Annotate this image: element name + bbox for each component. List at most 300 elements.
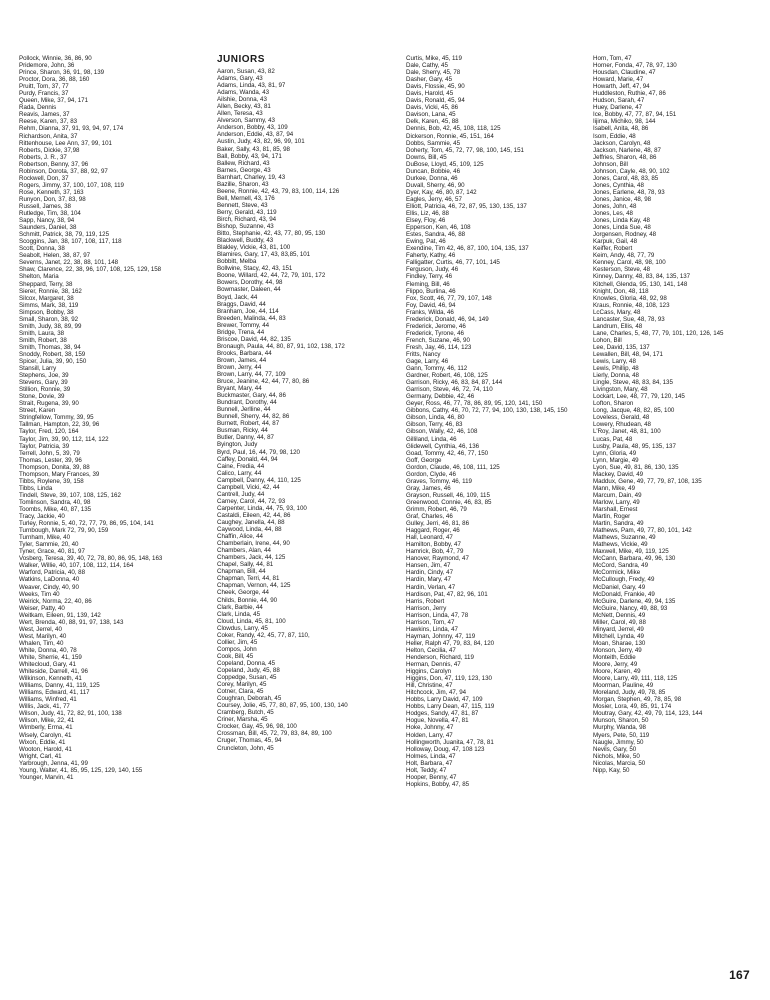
- index-entry: Compos, John: [217, 645, 257, 653]
- index-entry: Nicolas, Marcia, 50: [593, 759, 646, 767]
- index-entry: Kenney, Carol, 48, 98, 100: [593, 259, 666, 267]
- index-entry: Collier, Jim, 45: [217, 638, 258, 646]
- index-entry: Scott, Donna, 38: [19, 245, 65, 253]
- index-entry: Childs, Bonnie, 44, 90: [217, 596, 278, 604]
- index-entry: Tracy, Jackie, 40: [19, 513, 65, 521]
- index-entry: Crossman, Bill, 45, 72, 79, 83, 84, 89, 100: [217, 730, 332, 738]
- index-entry: Rose, Kenneth, 37, 163: [19, 188, 84, 196]
- index-entry: Buckmaster, Gary, 44, 86: [217, 392, 286, 400]
- index-entry: Crocker, Gay, 45, 96, 98, 100: [217, 723, 297, 731]
- index-entry: Byington, Judy: [217, 441, 258, 449]
- index-entry: Munson, Sharon, 50: [593, 717, 649, 725]
- index-entry: Howard, Marie, 47: [593, 76, 644, 84]
- index-entry: Carney, Carol, 44, 72, 93: [217, 497, 286, 505]
- index-entry: Shelton, Maria: [19, 273, 59, 281]
- index-entry: Silcox, Margaret, 38: [19, 294, 74, 302]
- index-entry: Reese, Karen, 37, 83: [19, 118, 78, 126]
- index-entry: Jones, Janice, 48, 98: [593, 195, 652, 203]
- index-entry: Walker, Willie, 40, 107, 108, 112, 114, 164: [19, 562, 134, 570]
- index-entry: Nichols, Mike, 50: [593, 752, 640, 760]
- index-entry: Heller, Ralph 47, 79, 83, 84, 120: [406, 639, 495, 647]
- index-entry: Allen, Teresa, 43: [217, 110, 263, 118]
- index-entry: Huddleston, Ruthie, 47, 86: [593, 90, 666, 98]
- index-entry: Frederick, Donald, 46, 94, 149: [406, 315, 489, 323]
- index-entry: Alverson, Sammy, 43: [217, 117, 275, 125]
- index-entry: Weitkam, Eileen, 91, 139, 142: [19, 611, 101, 619]
- index-entry: Gibson, Wally, 42, 46, 108: [406, 428, 478, 436]
- index-entry: Turnbough, Mark 72, 79, 90, 159: [19, 527, 109, 535]
- index-entry: Bruce, Jeanine, 42, 44, 77, 80, 86: [217, 378, 310, 386]
- index-entry: Henderson, Richard, 119: [406, 653, 474, 661]
- index-entry: Hardison, Pat, 47, 82, 96, 101: [406, 590, 488, 598]
- index-entry: Dennis, Bob, 42, 45, 108, 118, 125: [406, 125, 501, 133]
- index-entry: Grimm, Robert, 46, 79: [406, 506, 467, 513]
- index-entry: Wilkinson, Kenneth, 41: [19, 675, 82, 683]
- index-entry: Hardin, Cindy, 47: [406, 569, 454, 577]
- index-entry: LcCass, Mary, 48: [593, 308, 641, 316]
- index-entry: DuBose, Lloyd, 45, 109, 125: [406, 160, 484, 168]
- index-entry: Jackson, Narlene, 48, 87: [593, 146, 661, 154]
- index-entry: Franks, Wilda, 46: [406, 308, 454, 316]
- index-entry: Gilliland, Linda, 46: [406, 435, 457, 443]
- index-entry: Keiffer, Robert: [593, 245, 633, 253]
- index-entry: Breeden, Malinda, 44, 83: [217, 314, 286, 322]
- index-entry: Chambers, Alan, 44: [217, 547, 271, 555]
- index-entry: Lynn, Margie, 49: [593, 456, 639, 464]
- index-entry: Livingston, Mary, 48: [593, 386, 648, 394]
- index-entry: Scoggins, Jan, 38, 107, 108, 117, 118: [19, 238, 122, 246]
- index-entry: Greenwood, Connie, 46, 83, 85: [406, 498, 492, 506]
- index-entry: Johnson, Bill: [593, 160, 628, 168]
- index-entry: Helton, Cecilia, 47: [406, 646, 456, 654]
- index-entry: Hardin, Verlan, 47: [406, 583, 456, 591]
- index-entry: Stillion, Ronnie, 39: [19, 386, 71, 394]
- index-entry: Russell, James, 38: [19, 202, 71, 210]
- index-entry: Frederick, Jerome, 46: [406, 322, 466, 330]
- index-entry: Simpson, Bobby, 38: [19, 308, 74, 316]
- index-entry: Weaver, Cindy, 40, 90: [19, 583, 79, 591]
- index-entry: Hansen, Jim, 47: [406, 562, 451, 570]
- index-entry: Barnhart, Charley, 19, 43: [217, 173, 286, 181]
- index-entry: Lofton, Sharon: [593, 400, 634, 408]
- index-entry: Aaron, Susan, 43, 82: [217, 68, 275, 75]
- index-entry: Sierer, Ronnie, 38, 162: [19, 287, 82, 295]
- index-entry: Gage, Larry, 46: [406, 358, 449, 366]
- index-entry: Clark, Linda, 45: [217, 610, 261, 618]
- index-entry: Brooks, Barbara, 44: [217, 349, 272, 357]
- index-entry: Haggard, Roger, 46: [406, 527, 460, 535]
- index-entry: Monson, Jerry, 49: [593, 646, 642, 654]
- index-entry: Lewallen, Bill, 48, 94, 171: [593, 350, 663, 358]
- index-entry: Chamberlain, Irene, 44, 90: [217, 540, 290, 548]
- index-entry: Housdan, Claudine, 47: [593, 69, 656, 77]
- index-entry: Rogers, Jimmy, 37, 100, 107, 108, 119: [19, 181, 124, 189]
- index-entry: Cook, Bill, 45: [217, 652, 254, 660]
- index-entry: Strait, Rugena, 39, 90: [19, 400, 79, 408]
- index-entry: Pridemore, John, 36: [19, 62, 75, 70]
- index-entry: Mackey, David, 49: [593, 470, 644, 478]
- index-entry: Hamrick, Bob, 47, 79: [406, 548, 464, 556]
- index-entry: Young, Walter, 41, 85, 95, 125, 129, 140, 155: [19, 766, 143, 774]
- index-entry: Hodges, Sandy, 47, 81, 87: [406, 710, 479, 718]
- index-entry: Flippo, Burlina, 46: [406, 287, 456, 295]
- index-entry: Kinney, Danny, 48, 83, 84, 135, 137: [593, 273, 691, 281]
- index-entry: Marcum, Dain, 49: [593, 491, 642, 499]
- index-entry: Fresh, Jay, 46, 114, 123: [406, 343, 472, 351]
- index-entry: Willis, Jack, 41, 77: [19, 703, 70, 711]
- index-entry: Small, Sharon, 38, 92: [19, 315, 79, 323]
- index-entry: Downs, Bill, 45: [406, 153, 447, 161]
- index-entry: Johnson, Cayle, 48, 90, 102: [593, 167, 670, 175]
- index-entry: Holt, Barbara, 47: [406, 759, 453, 767]
- index-entry: Bobbitt, Melba: [217, 258, 257, 266]
- index-entry: Reavis, James, 37: [19, 111, 70, 119]
- index-entry: Thompson, Mary Frances, 39: [19, 470, 100, 478]
- index-entry: Wimberly, Erma, 41: [19, 724, 73, 732]
- index-entry: Myers, Pete, 50, 119: [593, 731, 650, 739]
- index-entry: Davis, Harold, 45: [406, 90, 454, 98]
- index-entry: Stevens, Gary, 39: [19, 379, 68, 387]
- index-entry: Pruitt, Tom, 37, 77: [19, 83, 69, 91]
- index-entry: Foy, David, 46, 94: [406, 301, 456, 309]
- index-entry: Goff, George: [406, 456, 442, 464]
- index-entry: Whiteside, Darrell, 41, 96: [19, 668, 88, 676]
- index-entry: Whitecloud, Gary, 41: [19, 661, 76, 669]
- index-entry: Gray, James, 46: [406, 484, 451, 492]
- index-entry: Burnett, Robert, 44, 87: [217, 420, 280, 428]
- index-entry: Simms, Mark, 38, 119: [19, 301, 79, 309]
- index-entry: Harrison, Tom, 47: [406, 618, 455, 626]
- index-entry: Cheek, George, 44: [217, 589, 269, 597]
- index-entry: Smith, Laura, 38: [19, 329, 65, 337]
- index-entry: Stansill, Larry: [19, 365, 57, 373]
- index-entry: Rada, Dennis: [19, 104, 57, 112]
- index-entry: Boone, Willard, 42, 44, 72, 79, 101, 172: [217, 272, 326, 280]
- index-entry: Sapp, Nancy, 38, 94: [19, 217, 75, 225]
- index-entry: Bennett, Steve, 43: [217, 201, 268, 209]
- index-entry: Smith, Judy, 38, 89, 99: [19, 322, 82, 330]
- index-entry: L'Roy, Janet, 48, 81, 100: [593, 428, 661, 436]
- index-entry: Higgins, Don, 47, 119, 123, 130: [406, 675, 492, 683]
- index-entry: Marlow, Larry, 49: [593, 498, 640, 506]
- index-entry: Durkee, Donna, 46: [406, 174, 458, 182]
- index-entry: Holden, Larry, 47: [406, 731, 453, 739]
- index-entry: Boyd, Jack, 44: [217, 293, 258, 301]
- index-entry: Lohon, Bill: [593, 336, 622, 344]
- index-entry: Brown, Jerry, 44: [217, 363, 262, 371]
- index-entry: McGuire, Darlene, 49, 94, 135: [593, 597, 676, 605]
- index-entry: Vosberg, Teresa, 39, 40, 72, 78, 80, 86, 95, 148, 163: [19, 555, 163, 563]
- index-entry: Sheppard, Terry, 38: [19, 280, 73, 288]
- index-entry: Cruger, Thomas, 45, 94: [217, 737, 282, 745]
- index-entry: Keim, Andy, 48, 77, 79: [593, 252, 655, 260]
- index-entry: Moan, Sharae, 130: [593, 639, 646, 647]
- index-entry: Holmes, Linda, 47: [406, 752, 456, 760]
- index-entry: Baker, Sally, 43, 81, 85, 98: [217, 145, 290, 153]
- index-entry: Lewis, Phillip, 48: [593, 365, 639, 373]
- index-entry: Goad, Tommy, 42, 46, 77, 150: [406, 449, 489, 457]
- index-entry: Chambers, Jack, 44, 125: [217, 554, 286, 562]
- index-entry: Coursey, Jolie, 45, 77, 80, 87, 95, 100, 130, 140: [217, 702, 348, 710]
- index-entry: Williams, Edward, 41, 117: [19, 689, 90, 697]
- index-entry: Dickerson, Ronnie, 45, 151, 164: [406, 132, 494, 140]
- index-entry: Moore, Jerry, 49: [593, 661, 638, 669]
- index-entry: Germany, Debbie, 42, 46: [406, 393, 475, 401]
- index-entry: White, Donna, 40, 78: [19, 646, 77, 654]
- index-entry: Schmitt, Patrick, 38, 79, 119, 125: [19, 231, 110, 239]
- index-entry: Doherty, Tom, 45, 72, 77, 98, 100, 145, 151: [406, 146, 524, 154]
- index-entry: Taylor, Jim, 39, 90, 112, 114, 122: [19, 435, 109, 443]
- index-entry: Wooton, Harold, 41: [19, 745, 72, 753]
- index-entry: Criner, Marsha, 45: [217, 716, 268, 724]
- index-entry: Chapel, Sally, 44, 81: [217, 561, 274, 569]
- index-entry: Spicer, Julia, 39, 90, 150: [19, 358, 87, 366]
- index-entry: Faherty, Kathy, 46: [406, 252, 456, 260]
- index-entry: Bridge, Trena, 44: [217, 328, 265, 336]
- index-entry: Ferguson, Judy, 46: [406, 266, 459, 274]
- index-entry: Caine, Fredia, 44: [217, 462, 265, 470]
- index-entry: Ball, Bobby, 43, 94, 171: [217, 152, 282, 160]
- index-entry: Branham, Joe, 44, 114: [217, 307, 279, 315]
- index-entry: Monteith, Eddie: [593, 653, 636, 661]
- index-entry: Geyer, Ross, 46, 77, 78, 86, 89, 95, 120, 141, 150: [406, 400, 543, 408]
- index-entry: Brewer, Tommy, 44: [217, 321, 270, 329]
- index-entry: Nevils, Gary, 50: [593, 745, 637, 753]
- index-entry: Campbell, Vicki, 42, 44: [217, 483, 280, 491]
- index-entry: Corey, Marilyn, 45: [217, 681, 267, 689]
- index-entry: Hawkins, Linda, 47: [406, 625, 458, 633]
- index-entry: Allen, Becky, 43, 81: [217, 103, 271, 111]
- index-entry: Jorgensen, Rodney, 48: [593, 231, 657, 239]
- index-entry: Moore, Karen, 49: [593, 668, 641, 676]
- index-entry: Jones, Linda Sue, 48: [593, 224, 651, 232]
- index-entry: Williams, Danny, 41, 119, 125: [19, 682, 100, 690]
- index-entry: Wert, Brenda, 40, 88, 91, 97, 138, 143: [19, 618, 124, 626]
- index-entry: Mathews, Pam, 49, 77, 80, 101, 142: [593, 527, 692, 535]
- index-entry: Campbell, Danny, 44, 110, 125: [217, 476, 301, 484]
- index-entry: Mosier, Lora, 49, 85, 91, 174: [593, 703, 672, 711]
- index-entry: Hooper, Benny, 47: [406, 773, 457, 781]
- index-entry: Hobbs, Larry David, 47, 109: [406, 696, 483, 704]
- index-entry: Taylor, Fred, 120, 164: [19, 428, 79, 436]
- index-entry: Butler, Danny, 44, 87: [217, 434, 274, 442]
- index-entry: Nipp, Kay, 50: [593, 766, 630, 774]
- index-entry: Jones, John, 48: [593, 202, 637, 210]
- index-entry: Rutledge, Tim, 38, 104: [19, 210, 81, 218]
- index-entry: Iijima, Michiko, 98, 144: [593, 118, 656, 126]
- index-entry: Watkins, LaDonna, 40: [19, 576, 80, 584]
- index-entry: Purdy, Francis, 37: [19, 90, 69, 98]
- index-entry: Queen, Mike, 37, 94, 171: [19, 97, 89, 105]
- index-entry: Gibson, Terry, 46, 83: [406, 421, 463, 429]
- page-number: 167: [729, 968, 750, 982]
- index-entry: Fleming, Bill, 46: [406, 280, 450, 288]
- index-entry: Thompson, Donita, 39, 88: [19, 463, 90, 471]
- index-entry: Gardner, Robert, 46, 108, 125: [406, 372, 488, 380]
- index-column-3: [406, 55, 592, 788]
- index-entry: Graf, Charles, 46: [406, 513, 453, 521]
- index-entry: Cruncleton, John, 45: [217, 744, 274, 752]
- index-entry: Bollwine, Stacy, 42, 43, 151: [217, 265, 293, 273]
- index-entry: Bowers, Dorothy, 44, 98: [217, 279, 283, 287]
- section-heading-juniors: JUNIORS: [217, 54, 265, 65]
- index-entry: Coker, Randy, 42, 45, 77, 87, 110,: [217, 631, 310, 639]
- index-entry: Briscoe, David, 44, 82, 135: [217, 335, 291, 343]
- index-entry: Brown, Larry, 44, 77, 109: [217, 371, 286, 379]
- index-entry: Seabolt, Helen, 38, 87, 97: [19, 252, 91, 260]
- index-entry: Estes, Sandra, 46, 88: [406, 231, 466, 239]
- index-entry: Coughran, Deborah, 45: [217, 695, 282, 703]
- index-entry: Harrison, Linda, 47, 78: [406, 611, 469, 619]
- index-entry: Turnham, Mike, 40: [19, 534, 71, 542]
- index-entry: Bronaugh, Paula, 44, 80, 87, 91, 102, 138, 172: [217, 342, 345, 350]
- index-entry: Kesterson, Steve, 48: [593, 266, 651, 274]
- index-entry: Ballew, Richard, 43: [217, 159, 270, 167]
- index-entry: Findley, Terry, 46: [406, 273, 453, 281]
- index-entry: Hardin, Mary, 47: [406, 576, 451, 584]
- index-entry: Cotner, Clara, 45: [217, 688, 264, 696]
- index-entry: Frederick, Tyrone, 46: [406, 329, 464, 337]
- index-entry: Lusby, Paula, 48, 95, 135, 137: [593, 442, 676, 450]
- index-entry: Severns, Janet, 22, 38, 88, 101, 148: [19, 259, 119, 267]
- index-entry: Moutray, Gary, 42, 49, 79, 114, 123, 144: [593, 710, 703, 718]
- index-entry: Wilson, Judy, 41, 72, 82, 91, 100, 138: [19, 710, 122, 718]
- index-entry: Ailshie, Donna, 43: [217, 96, 267, 104]
- index-entry: McDonald, Frankie, 49: [593, 590, 655, 598]
- index-entry: Harrison, Jerry: [406, 604, 447, 612]
- index-entry: Terrell, John, 5, 39, 79: [19, 449, 80, 457]
- index-entry: Horn, Tom, 47: [593, 55, 632, 62]
- index-entry: Castaldi, Eileen, 42, 44, 86: [217, 511, 291, 519]
- index-entry: Eagles, Jerry, 46, 57: [406, 195, 462, 203]
- index-entry: Higgins, Carolyn: [406, 668, 452, 676]
- index-entry: Jones, Earlene, 48, 78, 93: [593, 188, 665, 196]
- index-entry: Maxwell, Mike, 49, 119, 125: [593, 548, 669, 556]
- index-entry: Rehm, Dianna, 37, 91, 93, 94, 97, 174: [19, 125, 124, 133]
- index-entry: Chapman, Bill, 44: [217, 568, 266, 576]
- index-entry: Lucas, Pat, 48: [593, 435, 633, 443]
- index-entry: Adams, Gary, 43: [217, 75, 263, 83]
- index-entry: Shaw, Clarence, 22, 38, 96, 107, 108, 125, 129, 158: [19, 266, 162, 274]
- index-entry: Wixon, Eddie, 41: [19, 738, 66, 746]
- index-entry: Hobbs, Larry Dean, 47, 115, 119: [406, 703, 495, 711]
- index-entry: Garrison, Steve, 46, 72, 74, 110: [406, 386, 493, 394]
- index-entry: Bunnell, Jerlline, 44: [217, 406, 271, 414]
- index-entry: Smith, Robert, 38: [19, 336, 67, 344]
- index-entry: Martin, Sandra, 49: [593, 520, 644, 528]
- index-entry: Barnes, George, 43: [217, 166, 271, 174]
- index-entry: Mitchell, Lynda, 49: [593, 632, 644, 640]
- index-entry: Roberts, J. R., 37: [19, 153, 67, 161]
- index-entry: Blackwell, Buddy, 43: [217, 237, 274, 245]
- index-entry: Cloud, Linda, 45, 81, 100: [217, 617, 286, 625]
- index-entry: Lane, Charles, 5, 48, 77, 79, 101, 120, 126, 145: [593, 329, 724, 337]
- index-entry: Isom, Eddie, 48: [593, 132, 636, 140]
- index-entry: Hall, Leonard, 47: [406, 534, 453, 542]
- index-entry: Pollock, Winnie, 36, 86, 90: [19, 55, 92, 62]
- index-entry: Dasher, Gary, 45: [406, 76, 452, 84]
- index-entry: Rittenhouse, Lee Ann, 37, 99, 101: [19, 139, 112, 147]
- index-entry: Moreland, Judy, 49, 78, 85: [593, 689, 666, 697]
- index-column-4: [593, 55, 765, 774]
- index-entry: Adams, Wanda, 43: [217, 89, 270, 97]
- index-entry: Beene, Ronnie, 42, 43, 79, 83, 100, 114, 126: [217, 187, 340, 195]
- index-entry: Hill, Christine, 47: [406, 682, 453, 690]
- index-entry: Braggs, David, 44: [217, 300, 266, 308]
- index-entry: Rockwell, Don, 37: [19, 174, 69, 182]
- index-entry: Morgan, Stephen, 49, 78, 85, 98: [593, 696, 682, 704]
- index-entry: Gibbons, Cathy, 46, 70, 72, 77, 94, 100, 130, 138, 145, 150: [406, 407, 568, 415]
- index-entry: Martin, Roger: [593, 513, 631, 521]
- index-entry: Stringfellow, Tommy, 39, 95: [19, 414, 94, 422]
- index-entry: Davis, Ronald, 45, 94: [406, 97, 465, 105]
- index-entry: Lynn, Gloria, 49: [593, 449, 637, 457]
- index-entry: Naugle, Jimmy, 50: [593, 738, 644, 746]
- index-entry: Gulley, Jerri, 46, 81, 86: [406, 520, 470, 528]
- index-entry: Caughey, Janella, 44, 88: [217, 519, 285, 526]
- index-entry: Blakley, Vickie, 43, 81, 100: [217, 244, 291, 252]
- index-entry: Minyard, Jerrel, 49: [593, 625, 644, 633]
- index-entry: Delk, Karen, 45, 88: [406, 118, 459, 126]
- index-entry: Hudson, Sarah, 47: [593, 97, 645, 105]
- index-entry: Toombs, Mike, 40, 87, 135: [19, 506, 92, 513]
- index-entry: Chaffin, Alice, 44: [217, 533, 263, 541]
- index-entry: Jones, Les, 48: [593, 210, 633, 218]
- index-entry: Taylor, Patricia, 39: [19, 442, 70, 450]
- index-entry: Tallman, Hampton, 22, 39, 96: [19, 421, 100, 429]
- index-entry: Ellis, Liz, 46, 88: [406, 210, 449, 218]
- index-entry: Hanover, Raymond, 47: [406, 555, 469, 563]
- index-entry: Wright, Carl, 41: [19, 752, 62, 760]
- index-entry: Richardson, Anita, 37: [19, 132, 78, 140]
- index-entry: Bryant, Mary, 44: [217, 385, 262, 393]
- index-entry: Davison, Lana, 45: [406, 111, 456, 119]
- index-entry: Tibbs, Roylene, 39, 158: [19, 477, 84, 485]
- index-entry: Caffey, Donald, 44, 94: [217, 455, 278, 463]
- index-entry: Younger, Marvin, 41: [19, 773, 74, 781]
- index-entry: Birch, Richard, 43, 94: [217, 215, 277, 223]
- index-entry: Fritts, Nancy: [406, 350, 441, 358]
- index-entry: Bundrant, Dorothy, 44: [217, 399, 277, 407]
- index-entry: Smith, Thomas, 38, 94: [19, 343, 81, 351]
- index-entry: Chapman, Terri, 44, 81: [217, 575, 280, 583]
- index-entry: Herman, Dennis, 47: [406, 661, 461, 669]
- index-column-1: [19, 55, 207, 781]
- index-entry: Howarth, Jeff, 47, 94: [593, 83, 650, 91]
- index-entry: Hamilton, Bobby, 47: [406, 541, 461, 549]
- index-entry: Horner, Fonda, 47, 78, 97, 130: [593, 62, 677, 70]
- index-entry: Hopkins, Bobby, 47, 85: [406, 780, 470, 788]
- index-entry: Fox, Scott, 46, 77, 79, 107, 148: [406, 294, 492, 302]
- index-entry: Prince, Sharon, 36, 91, 98, 139: [19, 69, 105, 77]
- index-entry: Holt, Teddy, 47: [406, 766, 447, 774]
- index-entry: Jones, Linda Kay, 48: [593, 217, 650, 225]
- index-entry: Lingle, Steve, 48, 83, 84, 135: [593, 379, 673, 387]
- index-entry: Hollingworth, Juanita, 47, 78, 81: [406, 738, 494, 746]
- index-entry: Exendine, Tim 42, 46, 87, 100, 104, 135, 137: [406, 245, 529, 253]
- index-entry: Gordon, Clyde, 46: [406, 470, 456, 478]
- index-entry: Karpuk, Gail, 48: [593, 238, 638, 246]
- index-entry: Long, Jacque, 48, 82, 85, 100: [593, 407, 675, 415]
- index-entry: McDaniel, Gary, 49: [593, 583, 646, 591]
- index-entry: Copeland, Judy, 45, 88: [217, 666, 280, 674]
- index-entry: Wisely, Carolyn, 41: [19, 731, 72, 739]
- index-entry: Moore, Larry, 49, 111, 118, 125: [593, 675, 678, 683]
- index-entry: Coppedge, Susan, 45: [217, 674, 277, 682]
- index-entry: Warford, Patricia, 40, 88: [19, 569, 85, 577]
- index-entry: Cantrell, Judy, 44: [217, 490, 265, 498]
- index-entry: Whalen, Tim, 40: [19, 639, 64, 647]
